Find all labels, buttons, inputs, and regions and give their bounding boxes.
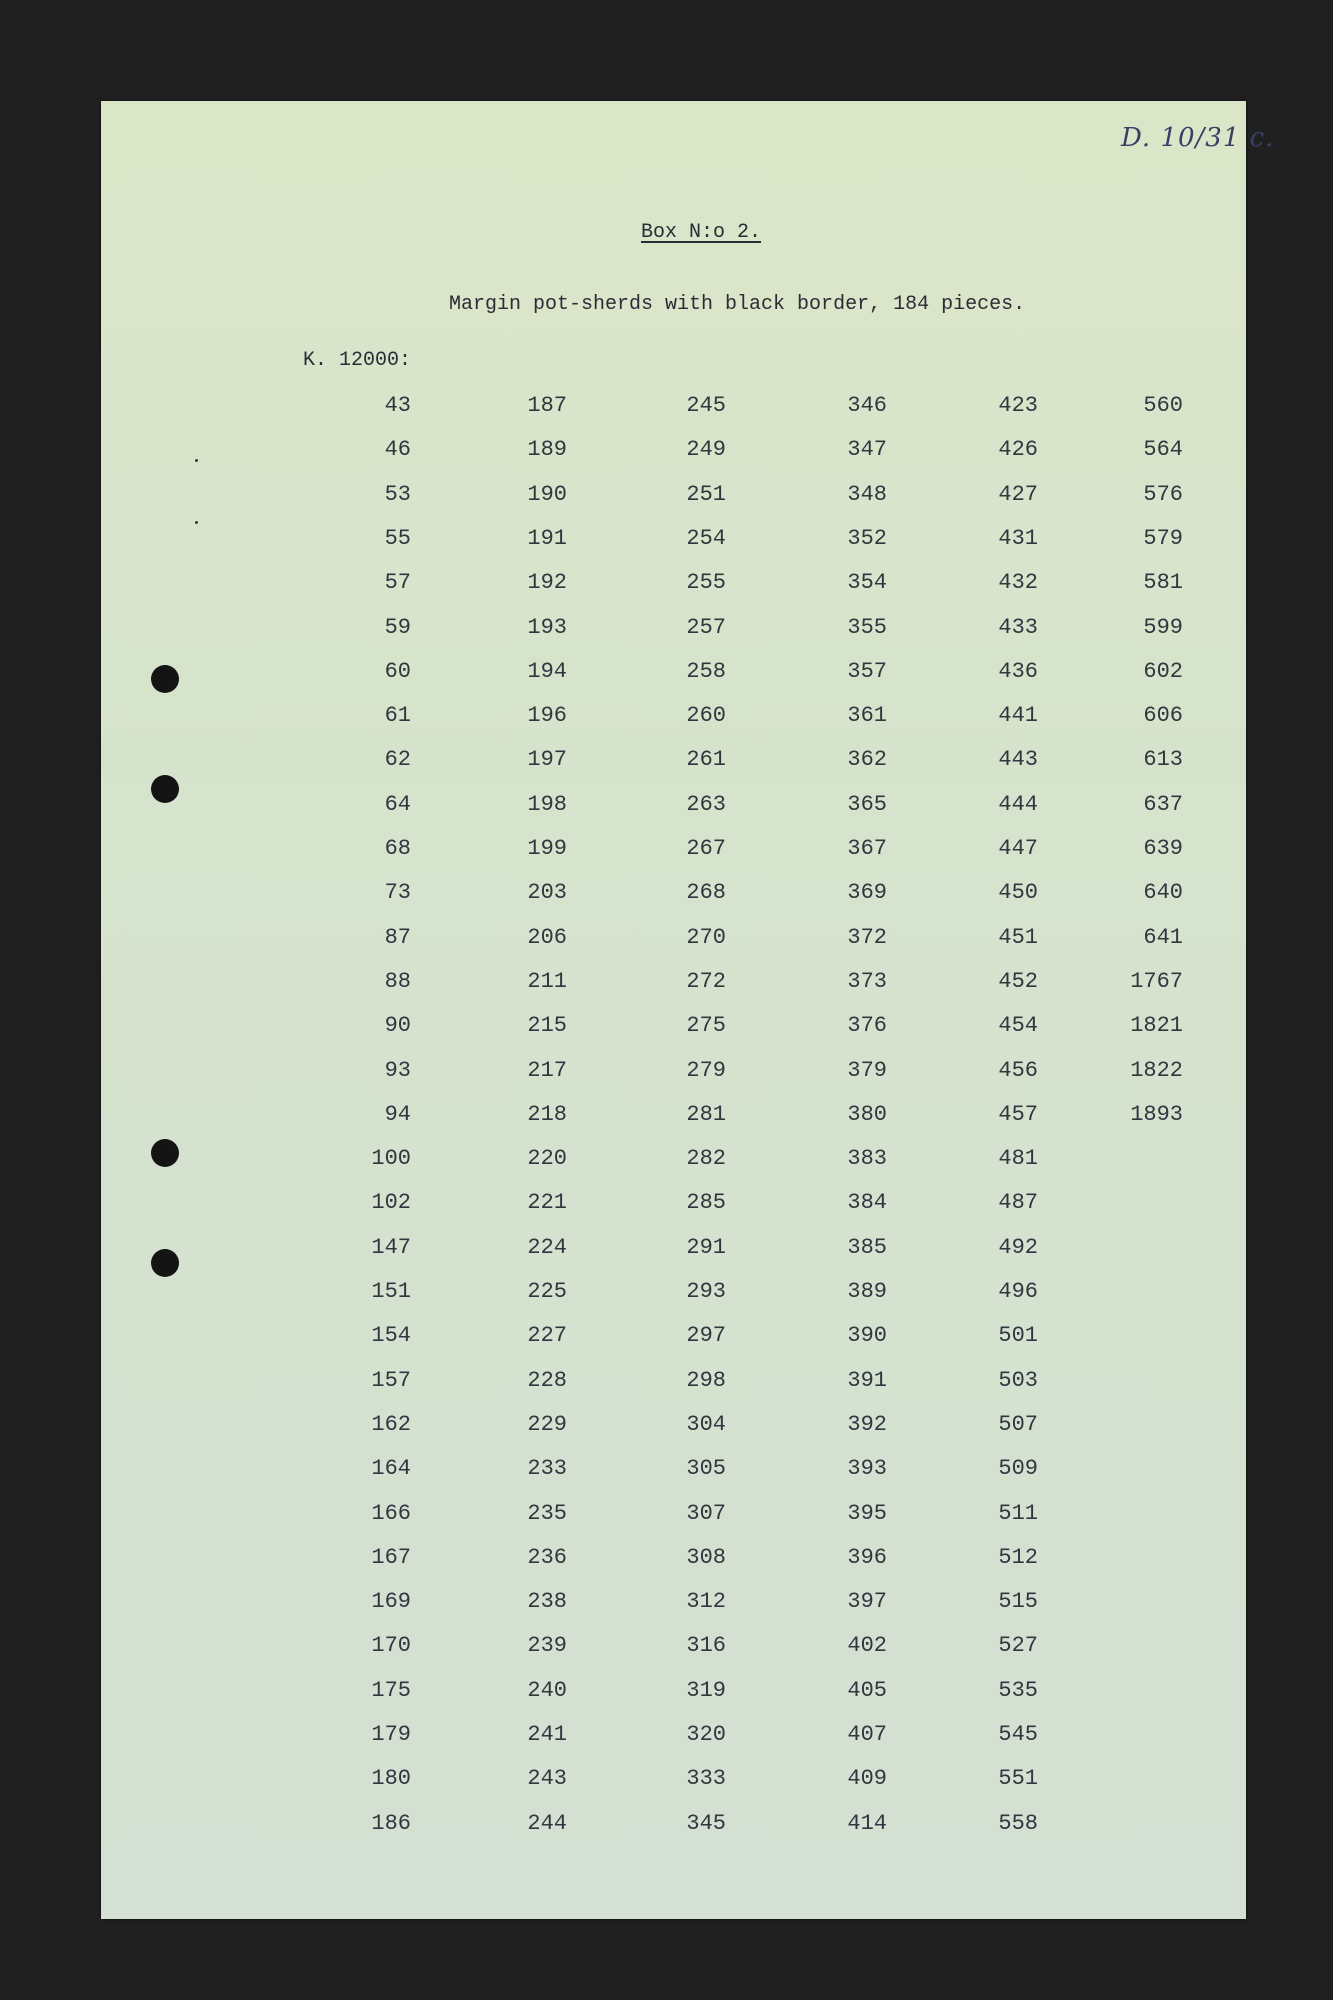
catalog-number: 62: [384, 747, 411, 773]
catalog-number: 191: [527, 525, 567, 551]
handwritten-reference: D. 10/31 c.: [1121, 123, 1275, 153]
catalog-number: 293: [686, 1279, 726, 1304]
catalog-number: 241: [527, 1722, 567, 1747]
catalog-number: 162: [371, 1411, 411, 1437]
catalog-number: 391: [847, 1367, 887, 1393]
catalog-number: 385: [847, 1234, 887, 1260]
catalog-number: 167: [371, 1544, 411, 1570]
catalog-number: 57: [384, 570, 411, 596]
catalog-number: 245: [686, 393, 726, 418]
catalog-number: 157: [371, 1367, 411, 1393]
catalog-number: 409: [847, 1766, 887, 1792]
catalog-number: 238: [527, 1589, 567, 1615]
catalog-number: 235: [527, 1500, 567, 1526]
catalog-number: 285: [686, 1190, 726, 1216]
catalog-number: 1821: [1130, 1013, 1183, 1039]
catalog-number: 501: [998, 1323, 1038, 1349]
catalog-number: 492: [998, 1234, 1038, 1260]
catalog-number: 390: [847, 1323, 887, 1349]
catalog-number: 94: [384, 1101, 411, 1127]
catalog-number: 180: [371, 1766, 411, 1792]
catalog-number: 431: [998, 525, 1038, 551]
catalog-number: 255: [686, 570, 726, 596]
catalog-number: 203: [527, 880, 567, 906]
catalog-number: 454: [998, 1013, 1038, 1039]
catalog-number: 224: [527, 1234, 567, 1260]
catalog-number: 487: [998, 1190, 1038, 1216]
catalog-number: 395: [847, 1500, 887, 1526]
catalog-number: 496: [998, 1279, 1038, 1304]
catalog-number: 346: [847, 393, 887, 418]
catalog-number: 272: [686, 968, 726, 994]
catalog-number: 405: [847, 1677, 887, 1703]
catalog-number: 312: [686, 1589, 726, 1615]
catalog-number: 55: [384, 525, 411, 551]
catalog-number: 291: [686, 1234, 726, 1260]
catalog-number: 270: [686, 924, 726, 950]
catalog-number: 354: [847, 570, 887, 596]
catalog-number: 640: [1143, 880, 1183, 906]
catalog-number: 564: [1143, 437, 1183, 463]
catalog-number: 197: [527, 747, 567, 773]
catalog-number: 307: [686, 1500, 726, 1526]
catalog-number: 233: [527, 1456, 567, 1482]
catalog-number: 637: [1143, 791, 1183, 817]
catalog-number: 348: [847, 481, 887, 507]
catalog-number: 426: [998, 437, 1038, 463]
catalog-number: 192: [527, 570, 567, 596]
catalog-number: 447: [998, 836, 1038, 861]
catalog-number: 243: [527, 1766, 567, 1792]
catalog-number: 254: [686, 525, 726, 551]
catalog-number: 225: [527, 1279, 567, 1304]
catalog-number: 229: [527, 1411, 567, 1437]
catalog-number: 345: [686, 1810, 726, 1836]
catalog-number: 551: [998, 1766, 1038, 1792]
catalog-number: 154: [371, 1323, 411, 1349]
catalog-number: 512: [998, 1544, 1038, 1570]
catalog-number: 275: [686, 1013, 726, 1039]
catalog-number: 100: [371, 1146, 411, 1172]
catalog-number: 61: [384, 703, 411, 729]
catalog-number: 236: [527, 1544, 567, 1570]
catalog-number: 427: [998, 481, 1038, 507]
catalog-number: 258: [686, 658, 726, 684]
catalog-number: 221: [527, 1190, 567, 1216]
catalog-number: 193: [527, 614, 567, 640]
catalog-number: 308: [686, 1544, 726, 1570]
catalog-number: 402: [847, 1633, 887, 1659]
catalog-number: 220: [527, 1146, 567, 1172]
page-subtitle: Margin pot-sherds with black border, 184 pieces.: [449, 293, 1026, 316]
catalog-number: 215: [527, 1013, 567, 1039]
catalog-number: 206: [527, 924, 567, 950]
catalog-number: 507: [998, 1411, 1038, 1437]
catalog-number: 444: [998, 791, 1038, 817]
catalog-number: 169: [371, 1589, 411, 1615]
catalog-number: 456: [998, 1057, 1038, 1083]
catalog-number: 43: [384, 393, 411, 418]
catalog-number: 196: [527, 703, 567, 729]
catalog-number: 90: [384, 1013, 411, 1039]
catalog-number: 581: [1143, 570, 1183, 596]
catalog-number: 333: [686, 1766, 726, 1792]
catalog-number: 187: [527, 393, 567, 418]
catalog-number: 164: [371, 1456, 411, 1482]
catalog-number: 298: [686, 1367, 726, 1393]
catalog-number: 503: [998, 1367, 1038, 1393]
catalog-number: 379: [847, 1057, 887, 1083]
catalog-number: 511: [998, 1500, 1038, 1526]
catalog-number: 297: [686, 1323, 726, 1349]
catalog-number: 357: [847, 658, 887, 684]
catalog-number: 249: [686, 437, 726, 463]
catalog-number: 1893: [1130, 1101, 1183, 1127]
catalog-number: 60: [384, 658, 411, 684]
catalog-number: 260: [686, 703, 726, 729]
catalog-number: 251: [686, 481, 726, 507]
catalog-number: 441: [998, 703, 1038, 729]
catalog-number: 281: [686, 1101, 726, 1127]
catalog-number: 361: [847, 703, 887, 729]
catalog-number: 320: [686, 1722, 726, 1747]
catalog-number: 639: [1143, 836, 1183, 861]
catalog-number: 347: [847, 437, 887, 463]
catalog-number: 433: [998, 614, 1038, 640]
catalog-number: 190: [527, 481, 567, 507]
catalog-number: 535: [998, 1677, 1038, 1703]
catalog-number: 244: [527, 1810, 567, 1836]
catalog-prefix: K. 12000:: [303, 349, 412, 372]
catalog-number: 613: [1143, 747, 1183, 773]
catalog-number: 87: [384, 924, 411, 950]
catalog-number: 59: [384, 614, 411, 640]
catalog-number: 545: [998, 1722, 1038, 1747]
catalog-number: 102: [371, 1190, 411, 1216]
catalog-number: 436: [998, 658, 1038, 684]
catalog-number: 355: [847, 614, 887, 640]
catalog-number: 211: [527, 968, 567, 994]
catalog-number: 389: [847, 1279, 887, 1304]
catalog-number: 443: [998, 747, 1038, 773]
catalog-number: 558: [998, 1810, 1038, 1836]
catalog-number: 457: [998, 1101, 1038, 1127]
catalog-number: 407: [847, 1722, 887, 1747]
catalog-number: 367: [847, 836, 887, 861]
catalog-number-grid: [101, 101, 1246, 1919]
catalog-number: 175: [371, 1677, 411, 1703]
catalog-number: 267: [686, 836, 726, 861]
catalog-number: 198: [527, 791, 567, 817]
catalog-number: 147: [371, 1234, 411, 1260]
catalog-number: 527: [998, 1633, 1038, 1659]
catalog-number: 352: [847, 525, 887, 551]
catalog-number: 380: [847, 1101, 887, 1127]
catalog-number: 376: [847, 1013, 887, 1039]
catalog-number: 88: [384, 968, 411, 994]
catalog-number: 218: [527, 1101, 567, 1127]
catalog-number: 397: [847, 1589, 887, 1615]
catalog-number: 194: [527, 658, 567, 684]
catalog-number: 423: [998, 393, 1038, 418]
catalog-number: 606: [1143, 703, 1183, 729]
catalog-number: 279: [686, 1057, 726, 1083]
catalog-number: 53: [384, 481, 411, 507]
catalog-number: 316: [686, 1633, 726, 1659]
catalog-number: 481: [998, 1146, 1038, 1172]
catalog-number: 304: [686, 1411, 726, 1437]
catalog-number: 189: [527, 437, 567, 463]
catalog-number: 432: [998, 570, 1038, 596]
catalog-number: 68: [384, 836, 411, 861]
page-title: Box N:o 2.: [640, 221, 762, 244]
catalog-number: 599: [1143, 614, 1183, 640]
catalog-number: 452: [998, 968, 1038, 994]
catalog-number: 227: [527, 1323, 567, 1349]
catalog-number: 365: [847, 791, 887, 817]
catalog-number: 369: [847, 880, 887, 906]
catalog-number: 257: [686, 614, 726, 640]
catalog-number: 93: [384, 1057, 411, 1083]
catalog-number: 515: [998, 1589, 1038, 1615]
catalog-number: 602: [1143, 658, 1183, 684]
catalog-number: 384: [847, 1190, 887, 1216]
catalog-number: 362: [847, 747, 887, 773]
catalog-number: 641: [1143, 924, 1183, 950]
catalog-number: 450: [998, 880, 1038, 906]
catalog-number: 305: [686, 1456, 726, 1482]
catalog-number: 373: [847, 968, 887, 994]
catalog-number: 414: [847, 1810, 887, 1836]
catalog-number: 239: [527, 1633, 567, 1659]
catalog-number: 396: [847, 1544, 887, 1570]
catalog-number: 166: [371, 1500, 411, 1526]
catalog-number: 560: [1143, 393, 1183, 418]
catalog-number: 217: [527, 1057, 567, 1083]
catalog-number: 170: [371, 1633, 411, 1659]
catalog-number: 46: [384, 437, 411, 463]
catalog-number: 261: [686, 747, 726, 773]
catalog-number: 372: [847, 924, 887, 950]
catalog-number: 392: [847, 1411, 887, 1437]
catalog-number: 228: [527, 1367, 567, 1393]
catalog-number: 393: [847, 1456, 887, 1482]
catalog-number: 64: [384, 791, 411, 817]
catalog-number: 1822: [1130, 1057, 1183, 1083]
catalog-number: 73: [384, 880, 411, 906]
catalog-number: 179: [371, 1722, 411, 1747]
catalog-number: 319: [686, 1677, 726, 1703]
catalog-number: 1767: [1130, 968, 1183, 994]
catalog-number: 263: [686, 791, 726, 817]
catalog-number: 383: [847, 1146, 887, 1172]
catalog-number: 268: [686, 880, 726, 906]
catalog-number: 282: [686, 1146, 726, 1172]
catalog-number: 576: [1143, 481, 1183, 507]
document-page: [101, 101, 1275, 1919]
catalog-number: 509: [998, 1456, 1038, 1482]
catalog-number: 151: [371, 1279, 411, 1304]
catalog-number: 579: [1143, 525, 1183, 551]
catalog-number: 199: [527, 836, 567, 861]
catalog-number: 240: [527, 1677, 567, 1703]
catalog-number: 451: [998, 924, 1038, 950]
catalog-number: 186: [371, 1810, 411, 1836]
